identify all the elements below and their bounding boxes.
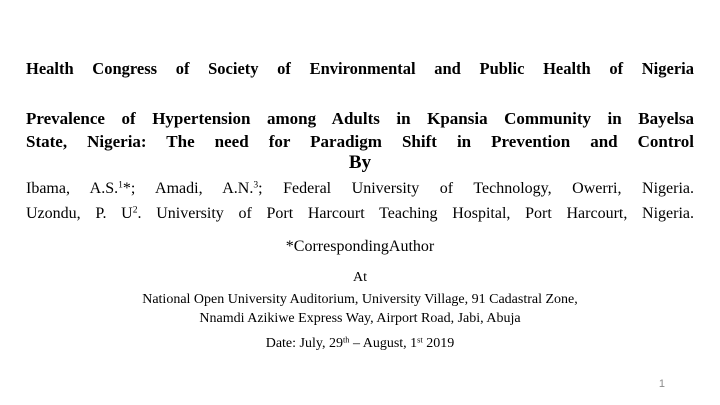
date-ordinal-2: st [417, 335, 423, 345]
author-3-name: Uzondu, P. U [26, 205, 133, 222]
date-year: 2019 [422, 336, 455, 351]
event-date [0, 336, 720, 352]
author-1-affil-number: 1 [118, 179, 123, 191]
author-affiliation-2: . University of Port Harcourt Teaching Hospital, Port Harcourt, Nigeria. [137, 205, 695, 222]
venue-line-2: Nnamdi Azikiwe Express Way, Airport Road, Jabi, Abuja [199, 311, 521, 326]
by-label: By [348, 152, 372, 173]
authors-line-1 [26, 180, 694, 198]
author-3-affil-number: 2 [132, 204, 138, 216]
author-2-name: ; Amadi, A.N. [130, 180, 254, 197]
author-affiliation-1: ; Federal University of Technology, Owerri, Nigeria. [258, 180, 695, 197]
paper-title-line-1: Prevalence of Hypertension among Adults in Kpansia Community in Bayelsa [26, 109, 694, 128]
date-middle: – August, 1 [349, 336, 418, 351]
corresponding-author-note: *CorrespondingAuthor [285, 238, 435, 255]
authors-line-2 [26, 205, 694, 223]
at-label: At [353, 270, 367, 285]
venue-line-1: National Open University Auditorium, University Village, 91 Cadastral Zone, [142, 292, 578, 307]
slide-number: 1 [658, 378, 665, 390]
author-2-affil-number: 3 [253, 179, 259, 191]
congress-title: Health Congress of Society of Environmental and Public Health of Nigeria [26, 59, 694, 78]
author-1-name: Ibama, A.S. [26, 180, 119, 197]
corresponding-mark: * [122, 180, 131, 197]
paper-title-line-2: State, Nigeria: The need for Paradigm Shift in Prevention and Control [26, 132, 694, 151]
date-prefix: Date: July, 29 [265, 336, 343, 351]
date-ordinal-1: th [342, 335, 350, 345]
